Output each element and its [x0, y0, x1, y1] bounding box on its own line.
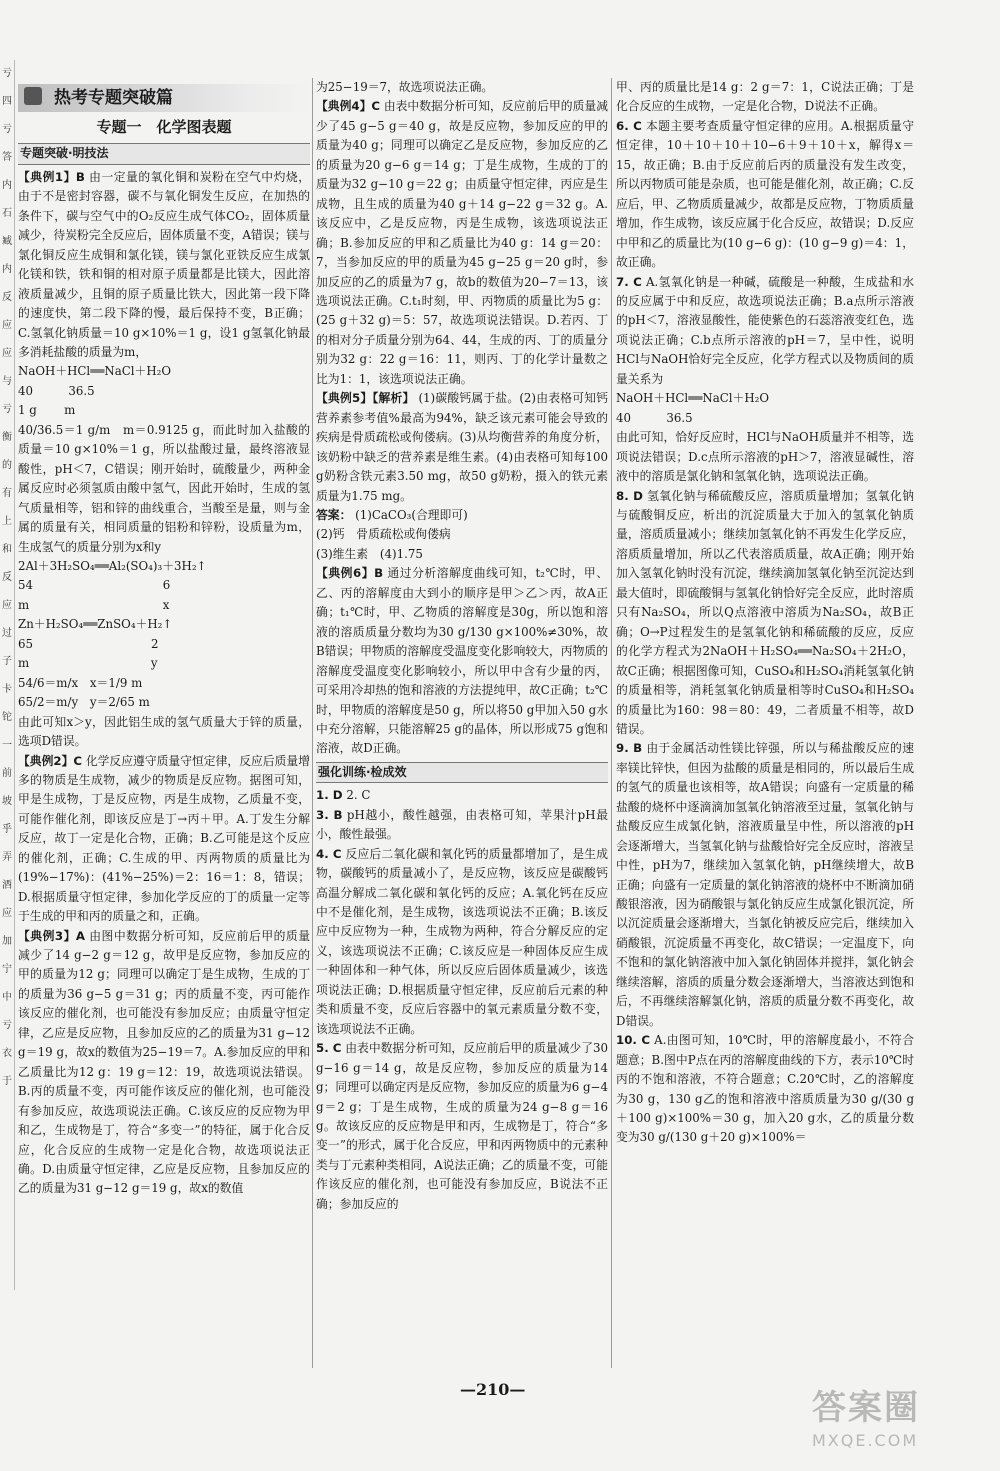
- item-text: 由表中数据分析可知，反应前后甲的质量减少了45 g−5 g＝40 g，故是反应物，参加反应的甲的质量为40 g；同理可以确定乙是反应物，参加反应的乙的质量为20 g−6 g＝14 g；丁是生成物，生成的丁的质量为32 g−10 g＝22 g；由质量守恒定律，丙应是生成物，且生成的质量为40 g＋14 g−22 g＝32 g。A.该反应中，乙是反应物，丙是生成物，该选项说法正确；B.参加反应的甲和乙质量比为40 g：14 g＝20：7，当参加反应的甲的质量为45 g−25 g＝20 g时，参加反应的乙的质量为7 g，故b的数值为20−7＝13，该选项说法正确。C.t₁时刻，甲、丙物质的质量比为5 g：(25 g＋32 g)＝5：57，故选项说法错误。D.若丙、丁的相对分子质量分别为64、44，生成的丙、丁的质量分别为32 g：22 g＝16：11，则丙、丁的化学计量数之比为1：1，该选项说法正确。: [316, 99, 608, 386]
- item-label: 8. D: [616, 488, 643, 503]
- item-label: 【典例4】C: [316, 99, 381, 114]
- edge-char: 亏: [2, 68, 12, 79]
- column-divider: [312, 78, 313, 1368]
- paragraph: [18, 752, 310, 927]
- paragraph: [616, 487, 914, 740]
- column-2-body: [316, 78, 608, 759]
- paragraph: [18, 168, 310, 363]
- edge-char: 中: [2, 992, 12, 1003]
- item-text: 40 36.5: [18, 383, 95, 398]
- edge-char: 应: [2, 600, 12, 611]
- column-1: [18, 78, 310, 1363]
- edge-char: 衡: [2, 432, 12, 443]
- item-text: 54 6: [18, 578, 171, 593]
- item-text: 65/2＝m/y y＝2/65 m: [18, 695, 150, 710]
- paragraph: [616, 78, 914, 117]
- edge-char: 反: [2, 292, 12, 303]
- item-text: A.氢氧化钠是一种碱，硫酸是一种酸，生成盐和水的反应属于中和反应，故选项说法正确；B.a点所示溶液的pH＜7，溶液显酸性，能使紫色的石蕊溶液变红色，选项说法正确；C.b点所示溶液的pH＝7，呈中性，说明HCl与NaOH恰好完全反应，化学方程式以及物质间的质量关系为: [616, 274, 914, 386]
- item-text: 由图中数据分析可知，反应前后甲的质量减少了14 g−2 g＝12 g，故甲是反应物，参加反应的甲的质量为12 g；同理可以确定丁是生成物，生成的丁的质量为36 g−5 g＝31 g；丙的质量不变，丙可能作该反应的催化剂，也可能没有参加反应；由质量守恒定律，乙应是反应物，且参加反应的乙的质量为31 g−12 g＝19 g，故x的数值为25−19＝7。A.参加反应的甲和乙质量比为12 g：19 g＝12：19，故选项说法错误。B.丙的质量不变，丙可能作该反应的催化剂，也可能没有参加反应，故选项说法正确。C.该反应的反应物为甲和乙，生成物是丁，符合“多变一”的特征，属于化合反应，化合反应的生成物一定是化合物，故选项说法正确。D.由质量守恒定律，乙应是反应物，且参加反应的乙的质量为31 g−12 g＝19 g，故x的数值: [18, 928, 310, 1196]
- edge-char: 应: [2, 348, 12, 359]
- item-label: 【典例6】B: [316, 566, 384, 581]
- section-header: 专题突破·明技法: [18, 143, 310, 164]
- edge-char: 过: [2, 628, 12, 639]
- paragraph: [18, 635, 310, 654]
- paragraph: [18, 615, 310, 634]
- edge-char: 亏: [2, 404, 12, 415]
- column-2b-body: [316, 786, 608, 1214]
- edge-char: 乎: [2, 824, 12, 835]
- edge-char: 加: [2, 936, 12, 947]
- item-label: 3. B: [316, 807, 343, 822]
- item-label: 【典例3】A: [18, 928, 85, 943]
- edge-char: 前: [2, 768, 12, 779]
- item-text: 甲、丙的质量比是14 g：2 g＝7：1，C说法正确；丁是化合反应的生成物，一定是化合物，D说法不正确。: [616, 80, 914, 114]
- column-2: [316, 78, 608, 1363]
- item-text: 由此可知x＞y，因此铝生成的氢气质量大于锌的质量，选项D错误。: [18, 714, 310, 749]
- paragraph: [316, 786, 608, 805]
- edge-char: 铊: [2, 712, 12, 723]
- item-text: (1)CaCO₃(合理即可): [355, 507, 468, 522]
- edge-char: 石: [2, 208, 12, 219]
- edge-char: 内: [2, 264, 12, 275]
- paragraph: [616, 409, 914, 428]
- part-title: 热考专题突破篇: [18, 84, 310, 112]
- item-text: NaOH＋HCl══NaCl＋H₂O: [18, 364, 172, 379]
- left-margin-edge: [0, 60, 15, 1290]
- paragraph: [616, 117, 914, 273]
- item-text: NaOH＋HCl══NaCl＋H₂O: [616, 391, 770, 406]
- paragraph: [316, 506, 608, 525]
- paragraph: [18, 596, 310, 615]
- item-text: 40 36.5: [616, 410, 693, 425]
- paragraph: [18, 654, 310, 673]
- item-text: 1 g m: [18, 403, 76, 418]
- item-text: (3)维生素 (4)1.75: [316, 546, 423, 561]
- edge-char: 卡: [2, 684, 12, 695]
- item-label: 7. C: [616, 274, 642, 289]
- paragraph: [316, 564, 608, 759]
- item-text: pH越小，酸性越强，由表格可知，苹果汁pH最小，酸性最强。: [316, 807, 608, 842]
- item-label: 【典例5】【解析】: [316, 391, 415, 406]
- item-text: 本题主要考查质量守恒定律的应用。A.根据质量守恒定律，10＋10＋10＋10−6＋9＋10＋x，解得x＝15，故正确；B.由于反应前后丙的质量没有发生改变，所以丙物质可能是杂质，也可能是催化剂，故正确；C.反应后，甲、乙物质质量减少，故都是反应物，丁物质质量增加，作生成物，该反应属于化合反应，故错误；D.反应中甲和乙的质量比为(10 g−6 g)：(10 g−9 g)＝4：1，故正确。: [616, 118, 914, 270]
- paragraph: [18, 421, 310, 557]
- paragraph: [316, 78, 608, 97]
- edge-char: 的: [2, 460, 12, 471]
- edge-char: 上: [2, 516, 12, 527]
- column-3: [616, 78, 914, 1363]
- item-text: 化学反应遵守质量守恒定律，反应后质量增多的物质是生成物，减少的物质是反应物。据图可知，甲是生成物，丁是反应物，丙是生成物，乙质量不变，可能作催化剂，即该反应是丁→丙＋甲。A.丁发生分解反应，故丁一定是化合物，正确；B.乙可能是这个反应的催化剂，正确；C.生成的甲、丙两物质的质量比为(19%−17%)：(41%−25%)＝2：16＝1：8，错误；D.根据质量守恒定律，参加化学反应的丁的质量一定等于生成的甲和丙的质量之和，正确。: [18, 753, 310, 924]
- paragraph: [616, 389, 914, 408]
- item-label: 10. C: [616, 1033, 651, 1048]
- paragraph: [18, 693, 310, 712]
- paragraph: [616, 739, 914, 1031]
- watermark-text: 答案圈: [812, 1388, 920, 1428]
- item-text: 2Al＋3H₂SO₄══Al₂(SO₄)₃＋3H₂↑: [18, 558, 207, 573]
- edge-char: 应: [2, 908, 12, 919]
- edge-char: 亏: [2, 124, 12, 135]
- paragraph: [18, 927, 310, 1199]
- paragraph: [316, 806, 608, 845]
- item-text: 由一定量的氧化铜和炭粉在空气中灼烧，由于不是密封容器，碳不与氧化铜发生反应，在加热的条件下，碳与空气中的O₂反应生成气体CO₂，固体质量减少，待炭粉完全反应后，固体质量不变，A错误；镁与氯化铜反应生成铜和氯化镁，镁与氯化亚铁反应生成氯化镁和铁，铁和铜的相对原子质量都是比镁大，因此溶液质量减少，且铜的原子质量比铁大，因此第一段下降的速度快，第二段下降的慢，最后保持不变，B正确；C.氢氧化钠质量＝10 g×10%＝1 g，设1 g氢氧化钠最多消耗盐酸的质量为m，: [18, 169, 310, 359]
- item-text: 由此可知，恰好反应时，HCl与NaOH质量并不相等，选项说法错误；D.c点所示溶液的pH＞7，溶液显碱性，溶液中的溶质是氯化钠和氢氧化钠，选项说法正确。: [616, 430, 914, 484]
- item-text: 氢氧化钠与稀硫酸反应，溶质质量增加；氢氧化钠与硫酸铜反应，析出的沉淀质量大于加入的氢氧化钠质量，溶质质量减小；继续加氢氧化钠不再发生化学反应，溶质质量增加，所以乙代表溶质质量，故A正确；刚开始加入氢氧化钠时没有沉淀，继续滴加氢氧化钠至沉淀达到最大值时，即硫酸铜与氢氧化钠恰好完全反应，此时溶质只有Na₂SO₄，所以Q点溶液中溶质为Na₂SO₄，故B正确；O→P过程发生的是氢氧化钠和稀硫酸的反应，反应的化学方程式为2NaOH＋H₂SO₄══Na₂SO₄＋2H₂O，故C正确；根据图像可知，CuSO₄和H₂SO₄消耗氢氧化钠的质量相等，消耗氢氧化钠质量相等时CuSO₄和H₂SO₄的质量比为160：98＝80：49，二者质量不相等，故D错误。: [616, 488, 914, 736]
- edge-char: 四: [2, 96, 12, 107]
- item-text: (2)钙 骨质疏松或佝偻病: [316, 527, 451, 542]
- edge-char: 反: [2, 572, 12, 583]
- edge-char: 子: [2, 656, 12, 667]
- item-label: 5. C: [316, 1041, 342, 1056]
- item-label: 【典例2】C: [18, 753, 83, 768]
- watermark-url: MXQE.COM: [812, 1431, 919, 1450]
- item-text: (1)碳酸钙属于盐。(2)由表格可知钙营养素参考值%最高为94%，缺乏该元素可能会导致的疾病是骨质疏松或佝偻病。(3)从均衡营养的角度分析，该奶粉中缺乏的营养素是维生素。(4)由表格可知每100 g奶粉含铁元素3.50 mg，故50 g奶粉，摄入的铁元素质量为1.75 mg。: [316, 391, 608, 503]
- item-label: 【典例1】B: [18, 169, 85, 184]
- item-label: 6. C: [616, 118, 642, 133]
- item-text: 65 2: [18, 636, 159, 651]
- item-text: Zn＋H₂SO₄══ZnSO₄＋H₂↑: [18, 617, 173, 632]
- edge-char: 亏: [2, 1020, 12, 1031]
- edge-char: 臧: [2, 236, 12, 247]
- edge-char: 有: [2, 488, 12, 499]
- edge-char: 坡: [2, 796, 12, 807]
- watermark: [812, 1380, 992, 1465]
- page-number: —210—: [460, 1380, 526, 1399]
- edge-char: 衣: [2, 1048, 12, 1059]
- paragraph: [616, 273, 914, 390]
- item-text: 54/6＝m/x x＝1/9 m: [18, 675, 143, 690]
- item-text: 为25−19＝7，故选项说法正确。: [316, 80, 494, 94]
- item-text: 由表中数据分析可知，反应前后甲的质量减少了30 g−16 g＝14 g，故是反应物，参加反应的质量为14 g；同理可以确定丙是反应物，参加反应的质量为6 g−4 g＝2 g；丁是生成物，生成的质量为24 g−8 g＝16 g。故该反应的反应物是甲和丙，生成物是丁，符合“多变一”的形式，属于化合反应，甲和丙两物质中的元素种类与丁元素种类相同，A说法正确；乙的质量不变，可能作该反应的催化剂，也可能没有参加反应，B说法不正确；参加反应的: [316, 1041, 608, 1211]
- edge-char: 应: [2, 320, 12, 331]
- item-text: 2. C: [346, 788, 371, 803]
- paragraph: [616, 428, 914, 486]
- paragraph: [316, 1039, 608, 1214]
- paragraph: [616, 1031, 914, 1148]
- item-label: 9. B: [616, 741, 643, 756]
- item-label: 4. C: [316, 846, 342, 861]
- item-label: 答案：: [316, 507, 352, 522]
- edge-char: 和: [2, 544, 12, 555]
- paragraph: [316, 389, 608, 506]
- paragraph: [316, 845, 608, 1040]
- paragraph: [316, 525, 608, 544]
- item-text: 反应后二氧化碳和氧化钙的质量都增加了，是生成物，碳酸钙的质量减小了，是反应物，该反应是碳酸钙高温分解成二氧化碳和氧化钙的反应；A.氧化钙在反应中不是催化剂，是生成物，该选项说法不正确；B.该反应中反应物为一种，生成物为两种，符合分解反应的定义，该选项说法不正确；C.该反应是一种固体反应生成一种固体和一种气体，所以反应后固体质量减少，该选项说法正确；D.根据质量守恒定律，反应前后元素的种类和质量不变，反应后容器中的氧元素质量分数不变，该选项说法不正确。: [316, 846, 608, 1036]
- paragraph: [316, 97, 608, 389]
- item-text: m y: [18, 656, 158, 671]
- edge-char: 酒: [2, 880, 12, 891]
- item-text: A.由图可知，10℃时，甲的溶解度最小，不符合题意；B.图中P点在丙的溶解度曲线的下方，表示10℃时丙的不饱和溶液，不符合题意；C.20℃时，乙的溶解度为30 g，130 g乙的饱和溶液中溶质质量为30 g/(30 g＋100 g)×100%＝30 g，加入20 g水，乙的质量分数变为30 g/(130 g＋20 g)×100%＝: [616, 1033, 914, 1145]
- edge-char: 一: [2, 740, 12, 751]
- edge-char: 与: [2, 376, 12, 387]
- item-text: 通过分析溶解度曲线可知，t₂℃时，甲、乙、丙的溶解度由大到小的顺序是甲＞乙＞丙，故A正确；t₁℃时，甲、乙物质的溶解度是30g，所以饱和溶液的溶质质量分数均为30 g/130 g×100%≠30%，故B错误；甲物质的溶解度受温度变化影响较大，丙物质的溶解度受温度变化影响较小，所以甲中含有少量的丙，可采用冷却热的饱和溶液的方法提纯甲，故C正确；t₂℃时，甲物质的溶解度是50 g，所以将50 g甲加入50 g水中充分溶解，只能溶解25 g的晶体，所以形成75 g饱和溶液，故D正确。: [316, 566, 608, 756]
- paragraph: [18, 674, 310, 693]
- paragraph: [18, 382, 310, 401]
- item-text: m x: [18, 597, 170, 612]
- column-divider: [611, 78, 612, 1368]
- edge-char: 内: [2, 180, 12, 191]
- paragraph: [18, 362, 310, 381]
- edge-char: 于: [2, 1076, 12, 1087]
- item-label: 1. D: [316, 788, 343, 803]
- item-text: 40/36.5＝1 g/m m＝0.9125 g，而此时加入盐酸的质量＝10 g×10%＝1 g，所以盐酸过量，最终溶液显酸性，pH＜7，C错误；刚开始时，硫酸量少，两种金属反应时必须氢质由酸中氢气，因此开始时，生成的氢气质量相等，铝和锌的曲线重合，当酸至是量，则与金属的质量有关，相同质量的铝粉和锌粉，设质量为m，生成氢气的质量分别为x和y: [18, 422, 310, 554]
- edge-char: 答: [2, 152, 12, 163]
- paragraph: [316, 545, 608, 564]
- paragraph: [18, 401, 310, 420]
- column-3-body: [616, 78, 914, 1148]
- paragraph: [18, 713, 310, 752]
- edge-char: 弄: [2, 852, 12, 863]
- edge-char: 宁: [2, 964, 12, 975]
- item-text: 由于金属活动性镁比锌强，所以与稀盐酸反应的速率镁比锌快，但因为盐酸的质量是相同的，所以最后生成的氢气的质量也该相等，故A错误；向盛有一定质量的稀盐酸的烧杯中逐滴滴加氢氧化钠溶液至过量，氢氧化钠与盐酸反应生成氯化钠，溶液质量呈中性，所以溶液的pH会逐渐增大，当氢氧化钠与盐酸恰好完全反应时，溶液呈中性，pH为7，继续加入氢氧化钠，pH继续增大，故B正确；向盛有一定质量的氯化钠溶液的烧杯中不断滴加硝酸银溶液，因为硝酸银与氯化钠反应生成氯化银沉淀，所以沉淀质量会逐渐增大，当氯化钠被反应完后，继续加入硝酸银，沉淀质量不再变化，故C错误；一定温度下，向不饱和的氯化钠溶液中加入氯化钠固体并搅拌，氯化钠会继续溶解，溶质的质量分数会逐渐增大，当溶液达到饱和后，不再继续溶解氯化钠，溶质的质量分数不再变化，故D错误。: [616, 741, 914, 1028]
- paragraph: [18, 576, 310, 595]
- section-header: 强化训练·检成效: [316, 762, 608, 783]
- topic-title: 专题一 化学图表题: [96, 118, 232, 136]
- column-1-body: [18, 168, 310, 1199]
- paragraph: [18, 557, 310, 576]
